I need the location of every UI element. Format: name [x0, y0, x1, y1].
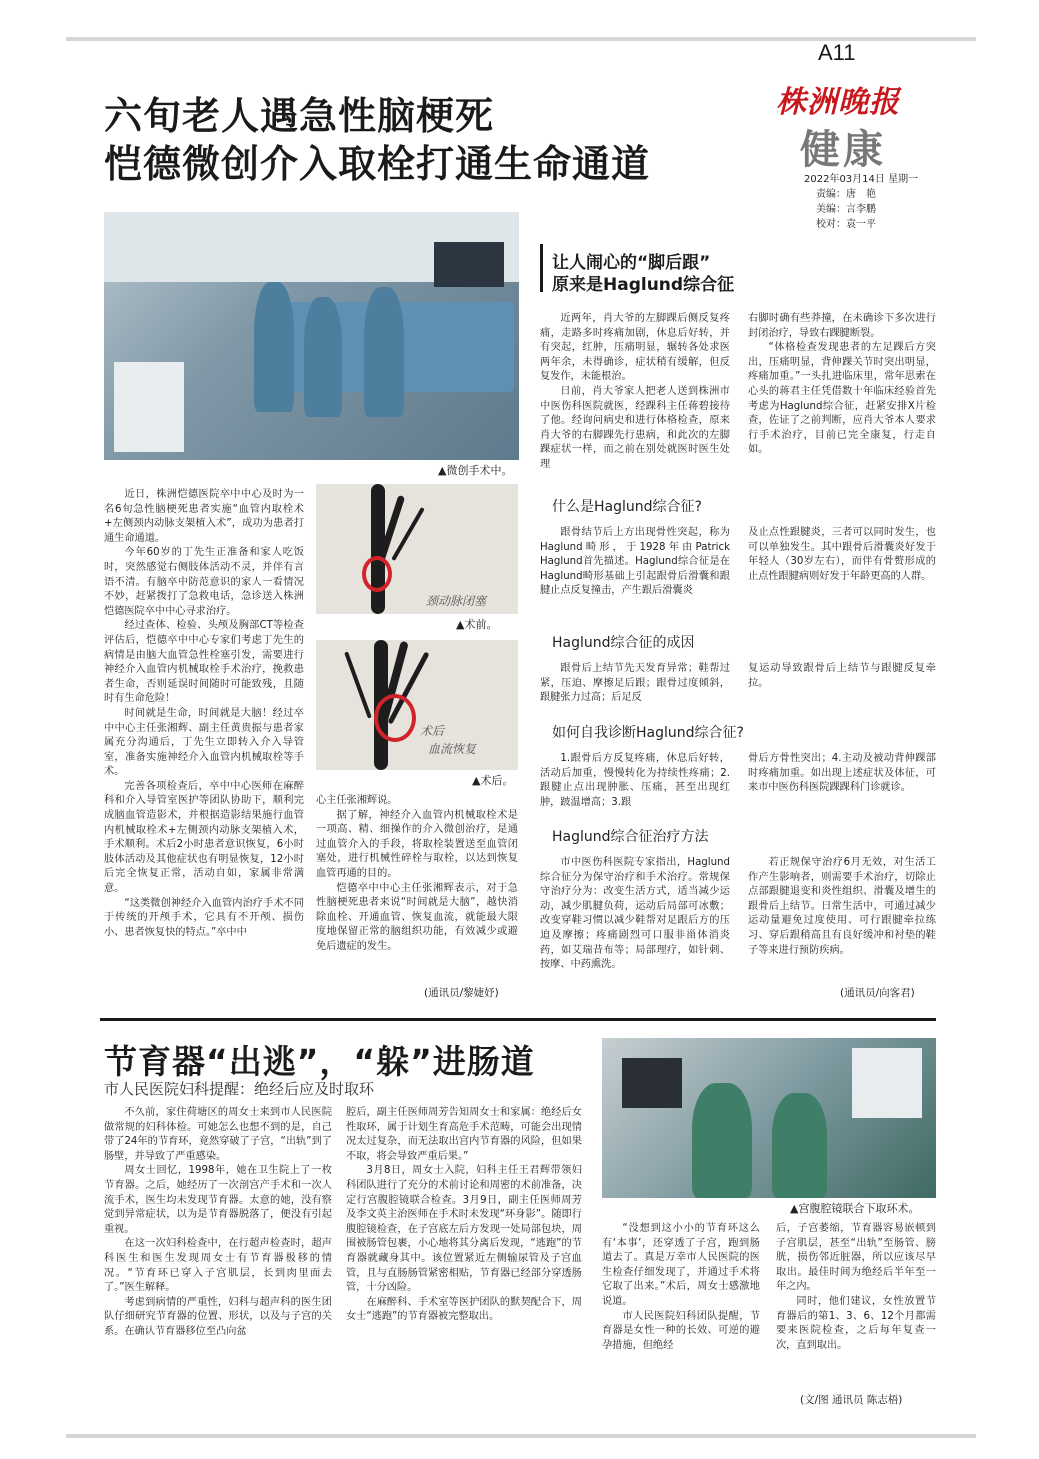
- proofreader: 校对：袁一平: [816, 219, 876, 230]
- page-number: A11: [818, 40, 856, 65]
- laparoscopy-photo: [602, 1038, 936, 1198]
- question1-right: 及止点性跟腱炎，三者可以同时发生，也可以单独发生。其中跟骨后滑囊炎好发于年轻人（30岁左右），而伴有骨赘形成的止点性跟腱病则好发于年龄更高的人群。: [748, 527, 936, 582]
- question2-heading: Haglund综合征的成因: [552, 635, 695, 651]
- story2-byline: (通讯员/向客君): [840, 987, 915, 999]
- surgery-photo-caption: ▲微创手术中。: [438, 464, 513, 477]
- story3-column2: 腔后，副主任医师周芳告知周女士和家属：绝经后女性取环，属于计划生育高危手术范畴，可能会出现情况太过复杂，而无法取出宫内节育器的风险，但如果不取，将会导致严重后果。” 3月8日，周女士入院，妇科主任王君辉带领妇科团队进行了充分的术前讨论和周密的术前准备，决定行宫腹腔镜联合检查。3月9日，副主任医师周芳及李文英主治医师在手术时未发现“环身影”。随即行腹腔镜检查，在子宫底左后方发现一处局部包块，周围被肠管包裹，小心地将其分离后发现，“逃跑”的节育器就藏身其中。该位置紧近左侧输尿管及子宫血管，且与直肠肠管紧密相贴，节育器已经部分穿透肠管，十分凶险。 在麻醉科、手术室等医护团队的默契配合下，周女士“逃跑”的节育器被完整取出。: [346, 1107, 582, 1323]
- subhead-bar: [540, 244, 543, 292]
- story1-byline: (通讯员/黎婕妤): [424, 987, 499, 999]
- angio-after-label-1: 术后: [420, 724, 445, 738]
- question1-heading: 什么是Haglund综合征?: [552, 499, 702, 515]
- story1-column2: 心主任张湘辉说。 据了解，神经介入血管内机械取栓术是一项高、精、细操作的介入微创治疗，是通过血管介入的手段，将取栓装置送至血管闭塞处，进行机械性碎栓与取栓，以达到恢复血管再通的目的。 恺德卒中中心主任张湘辉表示，对于急性脑梗死患者来说“时间就是大脑”，越快消除血栓、开通血管、恢复血流，就能最大限度地保留正常的脑组织功能，有效减少或避免后遗症的发生。: [316, 795, 518, 952]
- question4-left: 市中医伤科医院专家指出，Haglund综合征分为保守治疗和手术治疗。常规保守治疗分为：改变生活方式，适当减少运动，减少肌腱负荷，运动后局部可冰敷；改变穿鞋习惯以减少鞋帮对足跟后方的压迫及摩擦；疼痛剧烈可口服非甾体消炎药，如艾瑞昔布等；局部理疗，如针刺、按摩、中药熏洗。: [540, 857, 730, 971]
- story3-headline: 节育器“出逃”，“躲”进肠道: [104, 1042, 535, 1081]
- angio-before-image: [316, 484, 518, 614]
- story2-intro-right: 右脚时确有些莽撞，在未确诊下多次进行封闭治疗，导致右踝腱断裂。 “体格检查发现患者的左足踝后方突出，压痛明显，背伸踝关节时突出明显，疼痛加重。”一头扎进临床里，常年思索在心头的蒋君主任凭借数十年临床经验首先考虑为Haglund综合征，赶紧安排X片检查，佐证了之前判断，应肖大爷本人要求行手术治疗，目前已完全康复，行走自如。: [748, 313, 936, 456]
- story2-intro-left: 近两年，肖大爷的左脚踝后侧反复疼痛，走路多时疼痛加剧，休息后好转，并有突起，红肿，压痛明显，辗转各处求医两年余，未得确诊，症状稍有缓解，但反复发作，未能根治。 日前，肖大爷家人把老人送到株洲市中医伤科医院就医，经踝科主任蒋碧接待了他。经询问病史和进行体格检查，原来肖大爷的右脚踝先行患病，和此次的左脚踝症状一样，而之前在别处就医时医生处理: [540, 313, 730, 470]
- angio-after-label-2: 血流恢复: [428, 742, 477, 756]
- surgery-photo: [104, 212, 519, 460]
- story2-headline: 让人闹心的“脚后跟” 原来是Haglund综合征: [552, 253, 735, 295]
- story3-byline: (文/图 通讯员 陈志梧): [800, 1394, 903, 1406]
- question1-left: 跟骨结节后上方出现骨性突起，称为Haglund畸形，于1928年由Patrick Haglund首先描述。Haglund综合征是在Haglund畸形基础上引起跟骨后滑囊和跟腱止点反复撞击，产生跟后滑囊炎: [540, 527, 730, 597]
- after-caption: ▲术后。: [472, 774, 514, 787]
- question2-right: 复运动导致跟骨后上结节与跟腱反复牵拉。: [748, 663, 936, 689]
- before-caption: ▲术前。: [456, 618, 498, 631]
- issue-date: 2022年03月14日 星期一: [804, 174, 919, 185]
- story3-deck: 市人民医院妇科提醒：绝经后应及时取环: [104, 1080, 375, 1098]
- masthead-meta: [804, 172, 918, 232]
- question2-left: 跟骨后上结节先天发育异常；鞋帮过紧，压迫、摩擦足后跟；跟骨过度倾斜，跟腱张力过高；后足反: [540, 663, 730, 704]
- question4-right: 若正规保守治疗6月无效，对生活工作产生影响者，则需要手术治疗，切除止点部跟腱退变和炎性组织、滑囊及增生的跟骨后上结节。日常生活中，可通过减少运动量避免过度使用、可行跟腱牵拉练习、穿后跟稍高且有良好缓冲和衬垫的鞋子等来进行预防疾病。: [748, 857, 936, 956]
- question3-right: 骨后方骨性突出；4.主动及被动背伸踝部时疼痛加重。如出现上述症状及体征，可来市中医伤科医院踝踝科门诊就诊。: [748, 753, 936, 794]
- laparoscopy-caption: ▲宫腹腔镜联合下取环术。: [790, 1202, 920, 1215]
- question4-heading: Haglund综合征治疗方法: [552, 829, 709, 845]
- angio-after-image: [316, 640, 518, 770]
- story1-column1: 近日，株洲恺德医院卒中中心及时为一名6旬急性脑梗死患者实施“血管内取栓术+左侧颈内动脉支架植入术”，成功为患者打通生命通道。 今年60岁的丁先生正准备和家人吃饭时，突然感觉右侧肢体活动不灵，并伴有言语不清。有脑卒中防范意识的家人一看情况不妙，赶紧拨打了急救电话，急诊送入株洲恺德医院卒中中心寻求治疗。 经过查体、检验、头颅及胸部CT等检查评估后，恺德卒中中心专家们考虑丁先生的病情是由脑大血管急性栓塞引发，需要进行神经介入血管内机械取栓手术治疗，挽救患者生命，否则延误时间随时可能致残，且随时有生命危险！ 时间就是生命，时间就是大脑！经过卒中中心主任张湘辉、副主任黄贵振与患者家属充分沟通后，丁先生立即转入介入导管室，准备实施神经介入血管内机械取栓等手术。 完善各项检查后，卒中中心医师在麻醉科和介入导管室医护等团队协助下，顺利完成脑血管造影术，并根据造影结果施行血管内机械取栓术+左侧颈内动脉支架植入术，手术顺利。术后2小时患者意识恢复，6小时肢体活动及其他症状也有明显恢复，12小时后完全恢复正常，活动自如，家属非常满意。 “这类微创神经介入血管内治疗手术不同于传统的开颅手术，它具有不开颅、损伤小、患者恢复快的特点。”卒中中: [104, 489, 304, 938]
- story3-column3: “没想到这小小的节育环这么有‘本事’，还穿透了子宫，跑到肠道去了。真是万幸市人民医院的医生检查仔细发现了，并通过手术将它取了出来。”术后，周女士感激地说道。 市人民医院妇科团队提醒，节育器是女性一种的长效、可逆的避孕措施，但绝经: [602, 1223, 760, 1351]
- section-divider: [100, 1018, 936, 1021]
- designer: 美编：言李鹏: [816, 204, 876, 215]
- story1-headline: 六旬老人遇急性脑梗死 恺德微创介入取栓打通生命通道: [104, 94, 651, 186]
- story3-column4: 后，子宫萎缩，节育器容易嵌顿到子宫肌层，甚至“出轨”至肠管、膀胱，损伤邻近脏器，所以应该尽早取出。最佳时间为绝经后半年至一年之内。 同时，他们建议，女性放置节育器后的第1、3、6、12个月都需要来医院检查，之后每年复查一次，直到取出。: [776, 1223, 936, 1351]
- section-title: 健康: [800, 126, 886, 173]
- angio-before-label: 颈动脉闭塞: [426, 594, 487, 608]
- story3-column1: 不久前，家住荷塘区的周女士来到市人民医院做常规的妇科体检。可她怎么也想不到的是，自己带了24年的节育环，竟然穿破了子宫，“出轨”到了肠壁，并导致了严重感染。 周女士回忆，1998年，她在卫生院上了一枚节育器。之后，她经历了一次剖宫产手术和一次人流手术，医生均未发现节育器。太意的她，没有察觉到异常症状，以为是节育器脱落了，便没有引起重视。 在这一次妇科检查中，在行超声检查时，超声科医生和医生发现周女士有节育器极移的情况。“节育环已穿入子宫肌层，长到肉里面去了。”医生解释。 考虑到病情的严重性，妇科与超声科的医生团队仔细研究节育器的位置、形状，以及与子宫的关系。在确认节育器移位至凸向盆: [104, 1107, 332, 1337]
- question3-heading: 如何自我诊断Haglund综合征?: [552, 725, 744, 741]
- question3-left: 1.跟骨后方反复疼痛，休息后好转，活动后加重，慢慢转化为持续性疼痛；2.跟腱止点出现肿胀、压痛，甚至出现红肿，跛温增高；3.跟: [540, 753, 730, 808]
- newspaper-logo: 株洲晚报: [776, 85, 900, 120]
- editor: 责编：唐 艳: [816, 189, 876, 200]
- bottom-rule: [66, 1434, 976, 1438]
